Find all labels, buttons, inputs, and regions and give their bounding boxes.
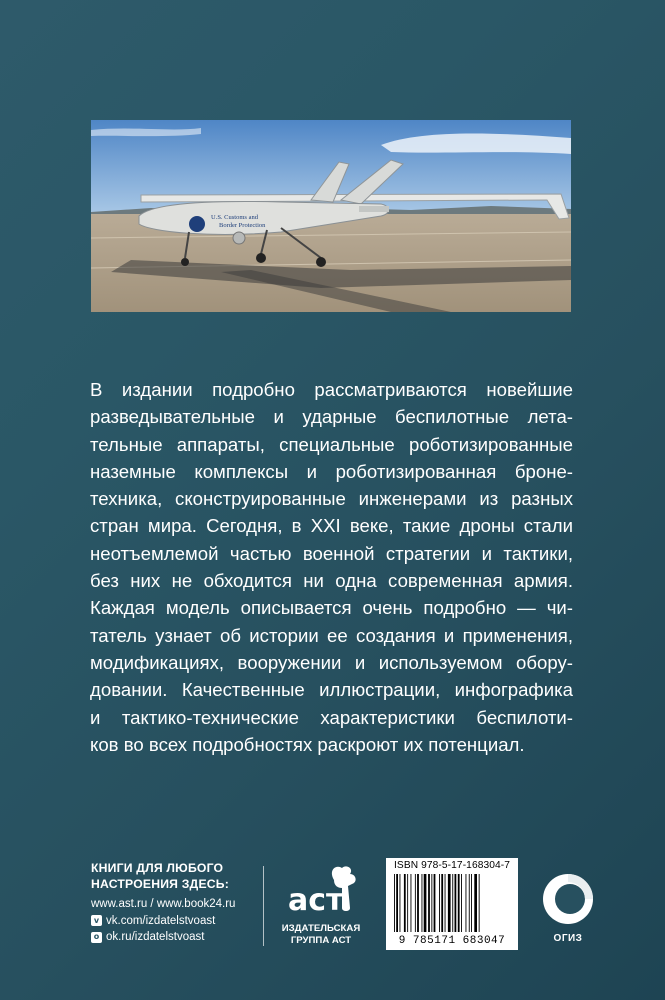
description-line: наземные комплексы и роботизированная броне- xyxy=(90,460,573,482)
vk-link[interactable] xyxy=(91,913,266,930)
ogiz-label: ОГИЗ xyxy=(553,933,583,944)
vk-icon: v xyxy=(91,915,102,926)
description-line: неотъемлемой частью военной стратегии и тактики, xyxy=(90,542,573,564)
isbn-number: ISBN 978-5-17-168304-7 xyxy=(394,860,511,871)
website-links[interactable] xyxy=(91,896,266,913)
publisher-caption-line: ИЗДАТЕЛЬСКАЯ xyxy=(281,923,361,934)
ok-text[interactable]: ok.ru/izdatelstvoast xyxy=(106,931,205,943)
description-line: довании. Качественные иллюстрации, инфографика xyxy=(90,679,573,701)
description-line: В издании подробно рассматриваются новейшие xyxy=(90,379,573,400)
publisher-contacts xyxy=(91,860,266,946)
isbn-barcode xyxy=(386,858,518,950)
publisher-caption xyxy=(276,923,366,947)
description-line: стран мира. Сегодня, в XXI веке, такие дроны стали xyxy=(90,515,573,537)
ok-icon: o xyxy=(91,932,102,943)
ok-link[interactable] xyxy=(91,929,266,946)
description-line: тельные аппараты, специальные роботизированные xyxy=(90,433,573,455)
description-line: техника, сконструированные инженерами из разных xyxy=(90,488,573,510)
description-line: разведывательные и ударные беспилотные лета- xyxy=(90,406,573,428)
description-line: без них не обходится ни одна современная армия. xyxy=(90,570,573,592)
drone-photo xyxy=(91,120,571,312)
contacts-heading: КНИГИ ДЛЯ ЛЮБОГО xyxy=(91,861,224,875)
description-line: татель узнает об истории ее создания и применения, xyxy=(90,624,573,646)
description-line: модификациях, вооружении и используемом обору- xyxy=(90,651,573,673)
description-line: ков во всех подробностях раскроют их потенциал. xyxy=(90,733,525,755)
svg-text:Border Protection: Border Protection xyxy=(219,222,266,229)
book-description xyxy=(90,376,573,758)
website-text[interactable]: www.ast.ru / www.book24.ru xyxy=(91,898,236,910)
barcode-digits: 9 785171 683047 xyxy=(398,935,506,947)
description-line: Каждая модель описывается очень подробно — чи- xyxy=(90,597,573,619)
publisher-caption-line: ГРУППА АСТ xyxy=(290,935,352,946)
description-line: и тактико-технические характеристики беспилоти- xyxy=(90,706,573,728)
contacts-heading: НАСТРОЕНИЯ ЗДЕСЬ: xyxy=(91,877,229,891)
ast-logo-text: аст xyxy=(288,883,344,918)
barcode-bars xyxy=(394,874,510,936)
svg-text:U.S. Customs and: U.S. Customs and xyxy=(211,214,258,221)
vk-text[interactable]: vk.com/izdatelstvoast xyxy=(106,914,216,927)
vertical-divider xyxy=(263,866,264,946)
